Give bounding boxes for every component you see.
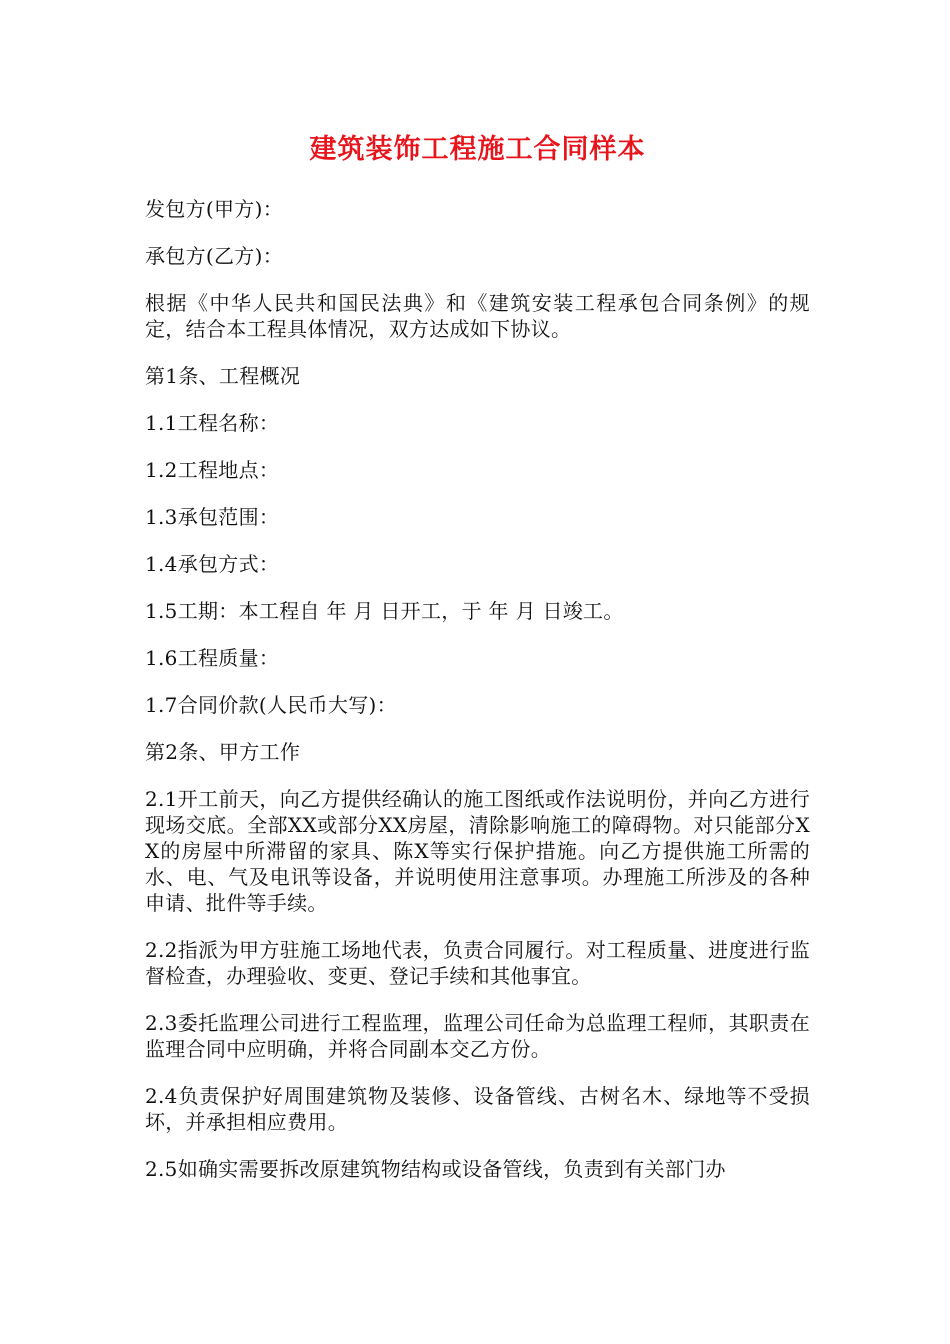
clause-2-3: 2.3委托监理公司进行工程监理，监理公司任命为总监理工程师，其职责在监理合同中应明确，并将合同副本交乙方份。 xyxy=(145,1011,810,1061)
clause-2-5: 2.5如确实需要拆改原建筑物结构或设备管线，负责到有关部门办 xyxy=(145,1157,726,1181)
clause-1-3: 1.3承包范围： xyxy=(145,505,280,529)
clause-2-2: 2.2指派为甲方驻施工场地代表，负责合同履行。对工程质量、进度进行监督检查，办理验收、变更、登记手续和其他事宜。 xyxy=(145,938,810,988)
article-1-heading: 第1条、工程概况 xyxy=(145,364,301,388)
article-2-heading: 第2条、甲方工作 xyxy=(145,740,301,764)
party-a-line: 发包方(甲方)： xyxy=(145,197,284,221)
clause-2-4: 2.4负责保护好周围建筑物及装修、设备管线、古树名木、绿地等不受损坏，并承担相应费用。 xyxy=(145,1084,810,1134)
clause-2-1: 2.1开工前天，向乙方提供经确认的施工图纸或作法说明份，并向乙方进行现场交底。全部XX或部分XX房屋，清除影响施工的障碍物。对只能部分XX的房屋中所滞留的家具、陈X等实行保护措施。向乙方提供施工所需的水、电、气及电讯等设备，并说明使用注意事项。办理施工所涉及的各种申请、批件等手续。 xyxy=(145,787,810,915)
document-title: 建筑装饰工程施工合同样本 xyxy=(309,134,646,165)
clause-1-4: 1.4承包方式： xyxy=(145,552,280,576)
clause-1-5: 1.5工期：本工程自 年 月 日开工，于 年 月 日竣工。 xyxy=(145,599,624,623)
clause-1-6: 1.6工程质量： xyxy=(145,646,280,670)
clause-1-7: 1.7合同价款(人民币大写)： xyxy=(145,693,397,717)
preamble-paragraph: 根据《中华人民共和国民法典》和《建筑安装工程承包合同条例》的规定，结合本工程具体情况，双方达成如下协议。 xyxy=(145,291,810,341)
document-body xyxy=(145,196,810,1203)
clause-1-2: 1.2工程地点： xyxy=(145,458,280,482)
clause-1-1: 1.1工程名称： xyxy=(145,411,280,435)
party-b-line: 承包方(乙方)： xyxy=(145,244,284,268)
